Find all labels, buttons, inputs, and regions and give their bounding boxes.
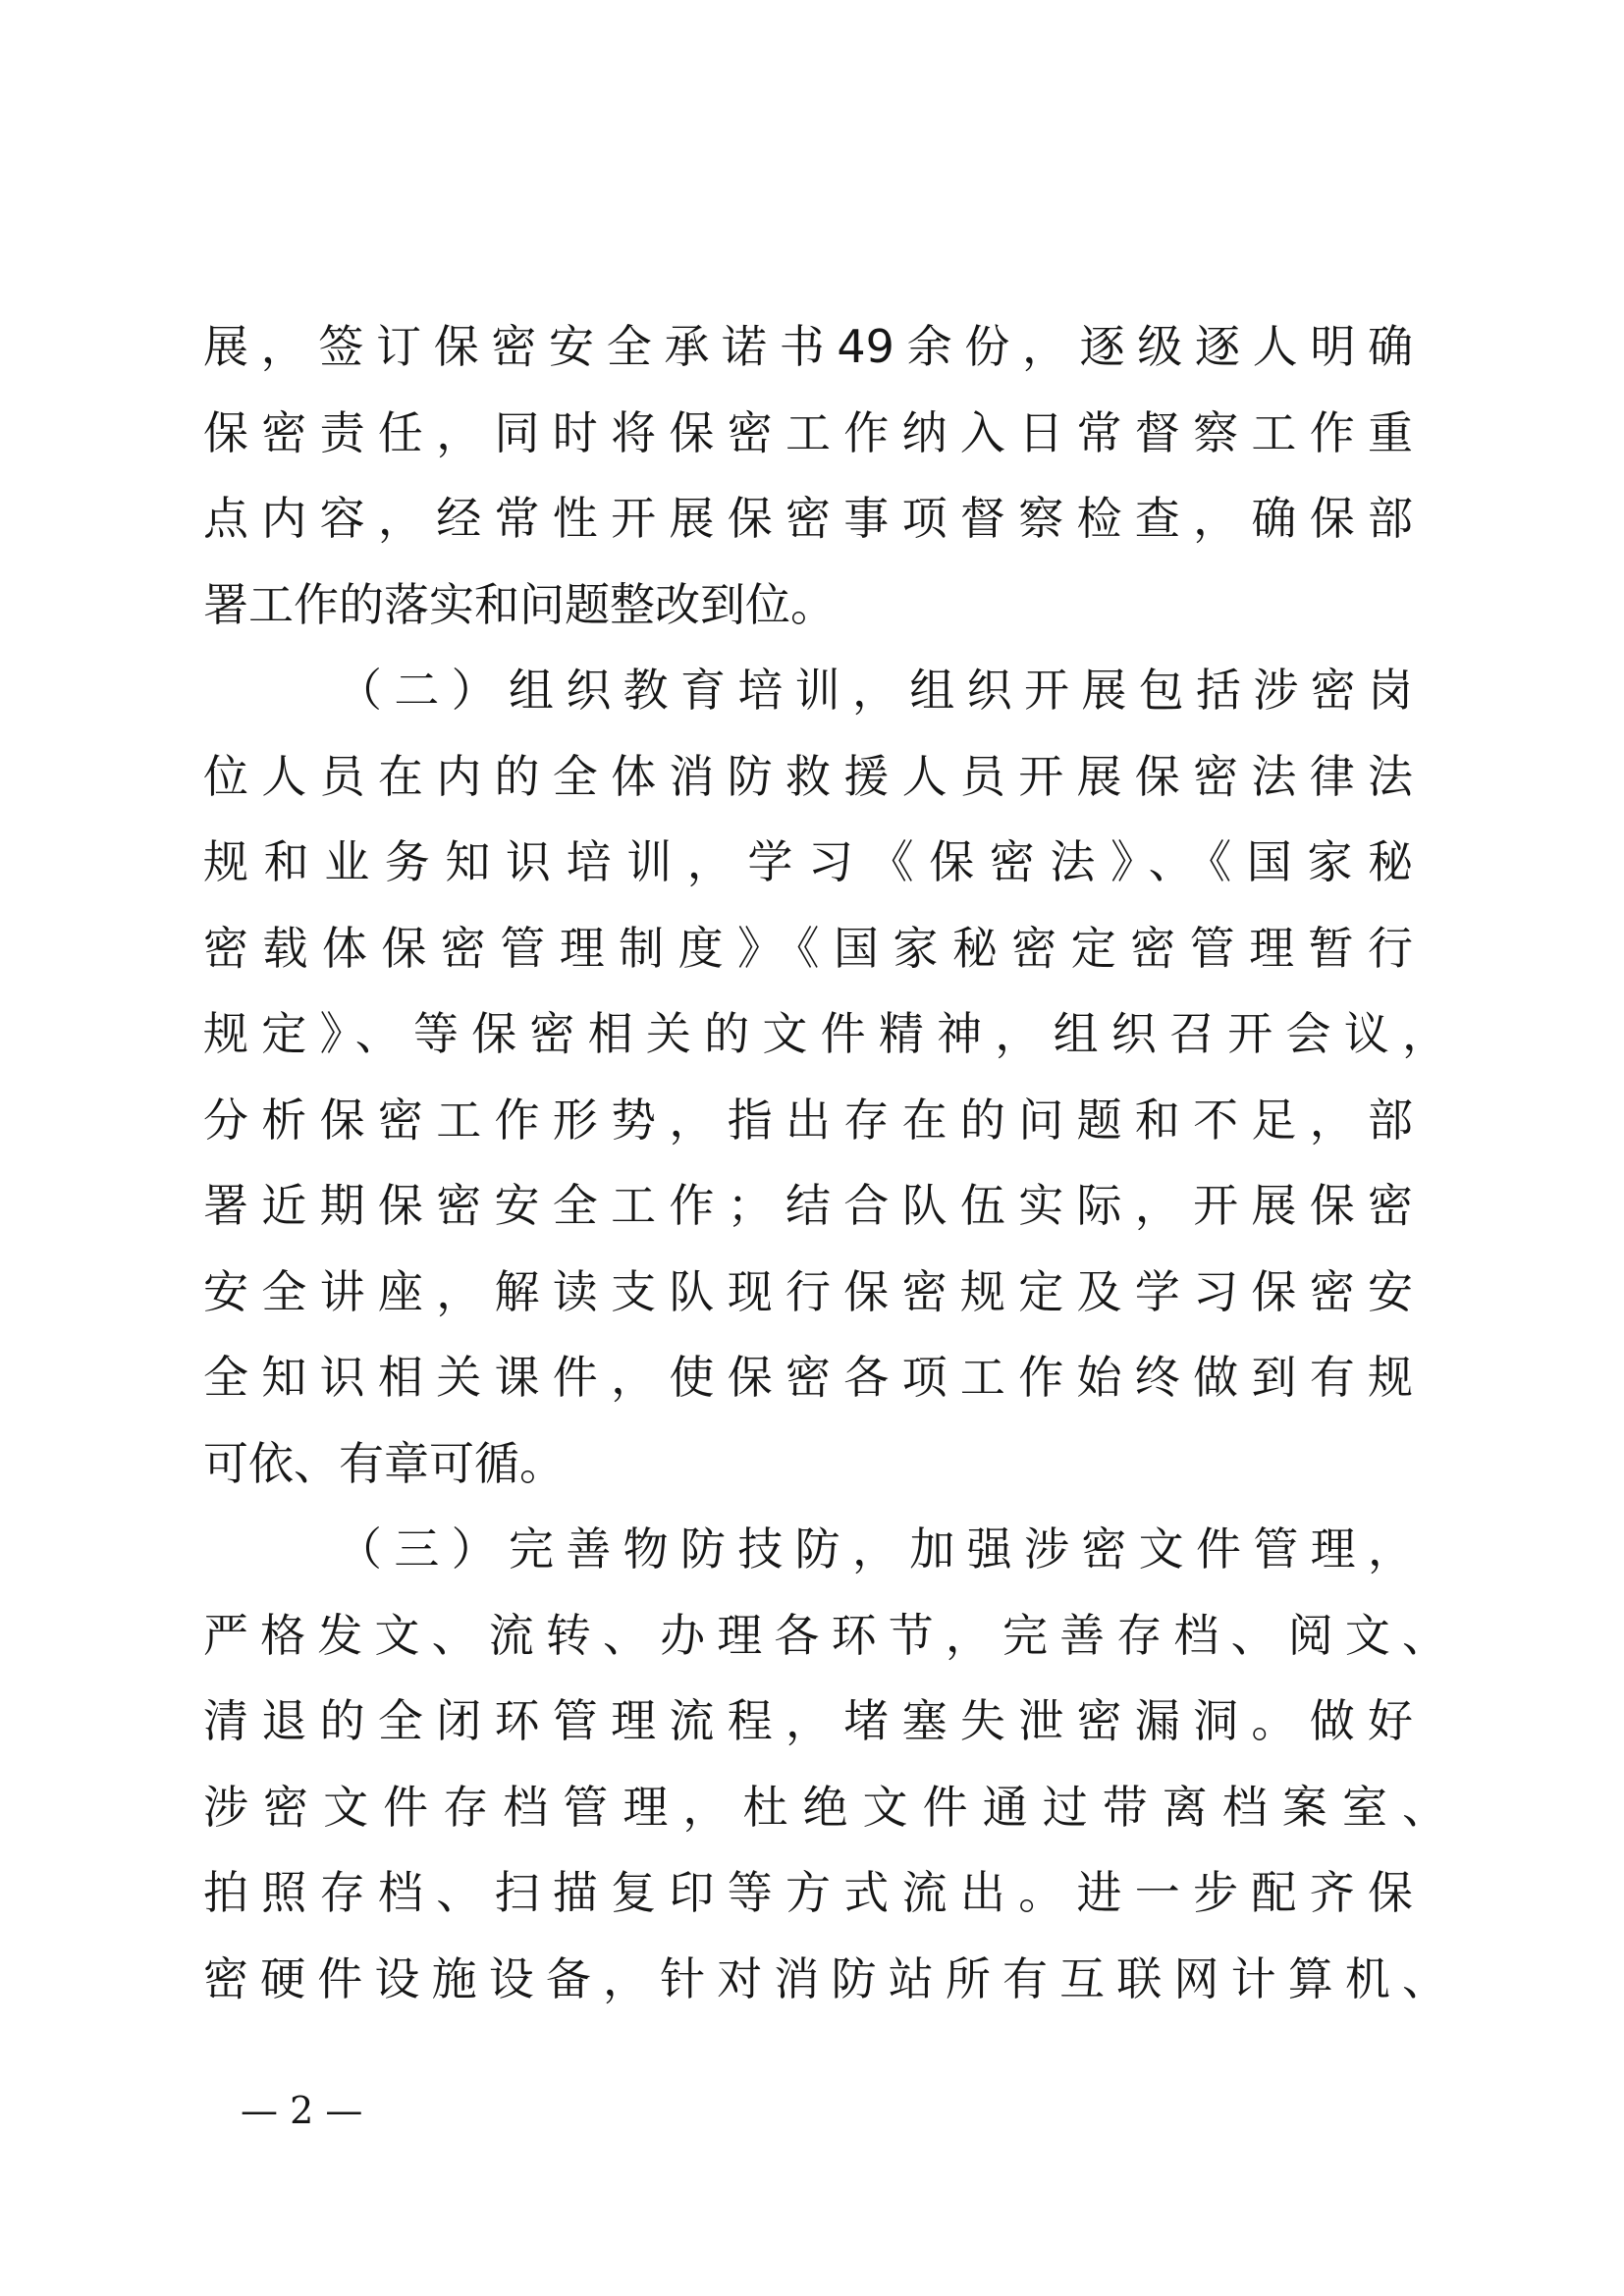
text-line: 涉密文件存档管理，杜绝文件通过带离档案室、 xyxy=(203,1780,1447,1834)
text-line: 署近期保密安全工作；结合队伍实际，开展保密 xyxy=(203,1179,1413,1232)
text-line: 可依、有章可循。 xyxy=(203,1436,565,1490)
text-line: 密载体保密管理制度》《国家秘密定密管理暂行 xyxy=(203,921,1413,975)
text-line: 密硬件设施设备，针对消防站所有互联网计算机、 xyxy=(203,1951,1447,2005)
paragraph-heading-line: （二）组织教育培训，组织开展包括涉密岗 xyxy=(337,664,1413,717)
text-line: 规和业务知识培训，学习《保密法》、《国家秘 xyxy=(203,835,1413,888)
text-line: 保密责任，同时将保密工作纳入日常督察工作重 xyxy=(203,405,1413,459)
text-line: 点内容，经常性开展保密事项督察检查，确保部 xyxy=(203,492,1413,545)
text-line: 拍照存档、扫描复印等方式流出。进一步配齐保 xyxy=(203,1866,1413,1919)
text-line: 清退的全闭环管理流程，堵塞失泄密漏洞。做好 xyxy=(203,1694,1413,1747)
text-line: 分析保密工作形势，指出存在的问题和不足，部 xyxy=(203,1093,1413,1147)
text-line: 严格发文、流转、办理各环节，完善存档、阅文、 xyxy=(203,1608,1447,1662)
text-line: 安全讲座，解读支队现行保密规定及学习保密安 xyxy=(203,1264,1413,1318)
text-line: 展，签订保密安全承诺书49余份，逐级逐人明确 xyxy=(203,320,1413,373)
text-line: 署工作的落实和问题整改到位。 xyxy=(203,577,836,631)
text-line: 位人员在内的全体消防救援人员开展保密法律法 xyxy=(203,749,1413,803)
body-text xyxy=(203,304,1447,2022)
page-number: — 2 — xyxy=(241,2089,363,2132)
text-line: 全知识相关课件，使保密各项工作始终做到有规 xyxy=(203,1351,1413,1404)
paragraph-heading-line: （三）完善物防技防，加强涉密文件管理， xyxy=(337,1522,1413,1575)
text-line: 规定》、等保密相关的文件精神，组织召开会议， xyxy=(203,1007,1447,1060)
